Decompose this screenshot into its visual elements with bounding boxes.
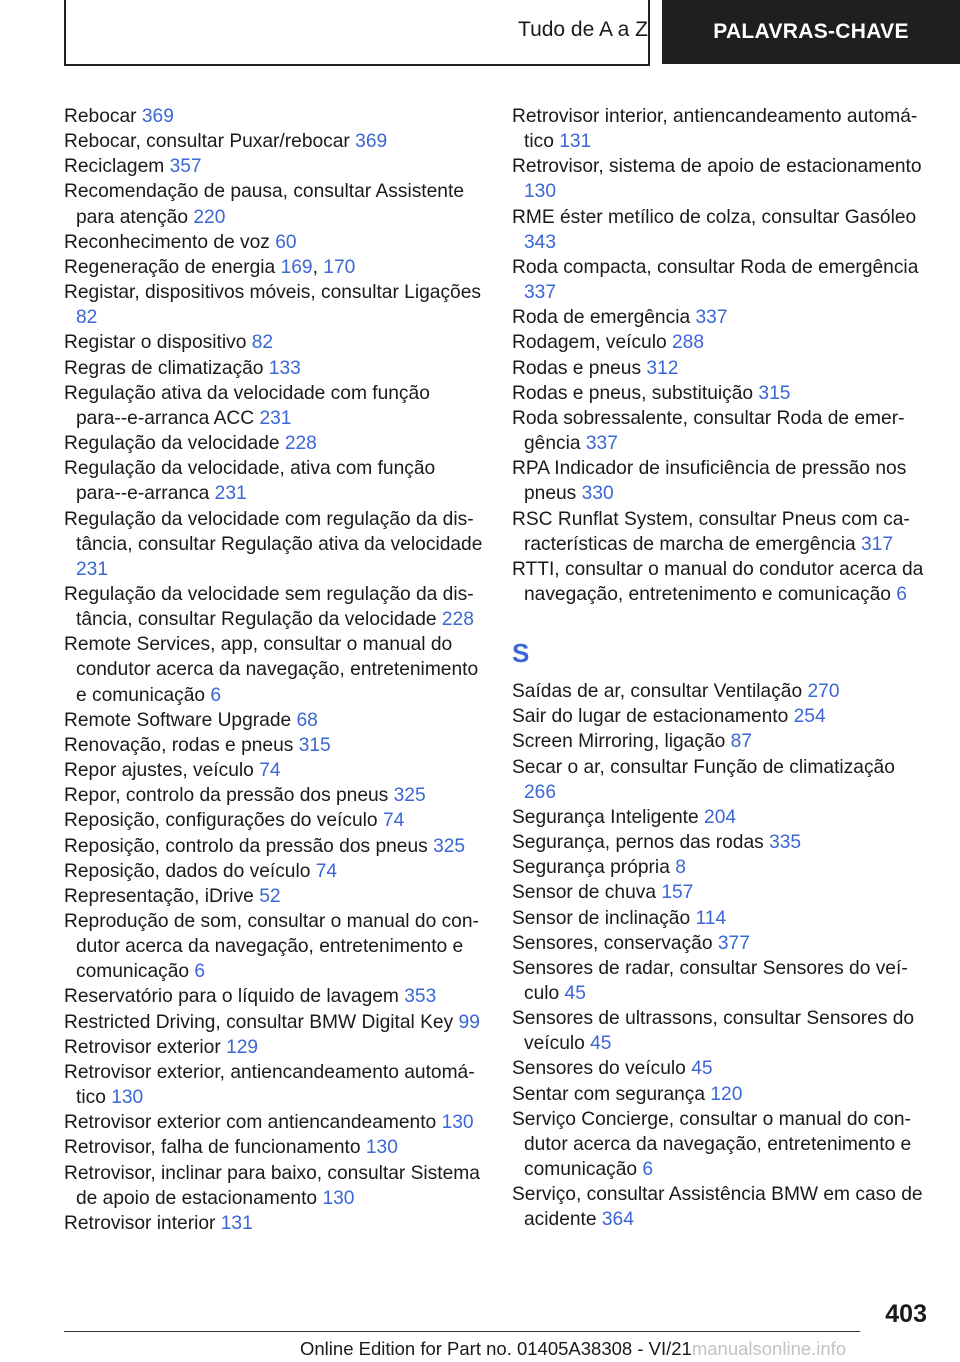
chapter-tab-label: PALAVRAS-CHAVE <box>713 20 909 43</box>
page-link[interactable]: 45 <box>564 983 586 1004</box>
index-entry <box>512 1056 932 1081</box>
page-link[interactable]: 6 <box>210 684 222 706</box>
page-link[interactable]: 330 <box>581 483 614 505</box>
index-entry <box>512 104 932 154</box>
page-link[interactable]: 364 <box>601 1209 634 1231</box>
index-entry <box>512 154 932 204</box>
index-entry <box>512 729 932 754</box>
index-entry-text: Sair do lugar de estacionamento <box>512 706 789 728</box>
index-entry <box>512 507 932 557</box>
index-entry <box>512 406 932 456</box>
index-entry-text: Rebocar, consultar Puxar/rebocar <box>64 131 350 153</box>
index-entry <box>512 557 932 607</box>
index-entry <box>64 1110 484 1135</box>
index-entry <box>512 906 932 931</box>
index-entry <box>64 834 484 859</box>
index-entry-text: Restricted Driving, consultar BMW Digital Key <box>64 1011 454 1033</box>
index-entry <box>512 704 932 729</box>
index-entry-text: RTTI, consultar o manual do condutor acerca da navegação, entretenimento e comunicação <box>512 558 924 605</box>
index-entry <box>512 830 932 855</box>
page-link[interactable]: 45 <box>590 1033 612 1055</box>
page-link[interactable]: 228 <box>441 609 474 631</box>
index-entry-text: Rebocar <box>64 106 137 127</box>
index-entry <box>512 931 932 956</box>
index-entry-text: Repor ajustes, veículo <box>64 760 254 782</box>
page-link[interactable]: 254 <box>793 706 826 728</box>
index-entry-text: Roda de emergência <box>512 307 691 329</box>
index-entry <box>64 179 484 229</box>
page-link[interactable]: 74 <box>382 810 405 832</box>
page-link[interactable]: 337 <box>585 433 618 455</box>
index-entry <box>64 456 484 506</box>
index-entry-text: Remote Services, app, consultar o manual do condutor acerca da navegação, entretenimento e comunicação <box>64 634 479 706</box>
index-entry <box>64 1060 484 1110</box>
index-entry <box>64 758 484 783</box>
index-entry <box>512 679 932 704</box>
index-entry <box>64 104 484 129</box>
page-link[interactable]: 129 <box>226 1036 259 1058</box>
page-link[interactable]: 130 <box>441 1112 474 1134</box>
index-entry <box>512 305 932 330</box>
page-link[interactable]: 68 <box>296 709 318 731</box>
page-link[interactable]: 270 <box>807 681 840 703</box>
index-entry-text: Registar, dispositivos móveis, consultar Ligações <box>64 282 481 304</box>
index-entry-text: RME éster metílico de colza, consultar Gasóleo <box>512 206 917 228</box>
index-entry-text: Remote Software Upgrade <box>64 709 292 731</box>
index-entry <box>512 381 932 406</box>
page-link[interactable]: 266 <box>524 781 557 803</box>
page-link[interactable]: 99 <box>458 1011 480 1033</box>
index-entry <box>64 1135 484 1160</box>
index-entry-text: Sensor de inclinação <box>512 907 691 929</box>
index-entry-text: Serviço Concierge, consultar o manual do condutor acerca da navegação, entretenimento e comunicação <box>512 1108 912 1181</box>
index-entry <box>64 230 484 255</box>
index-entry-text: Rodas e pneus <box>512 357 642 379</box>
index-entry <box>64 708 484 733</box>
page-link[interactable]: 130 <box>111 1087 144 1109</box>
index-entry <box>64 632 484 707</box>
page-link[interactable]: 87 <box>730 731 752 753</box>
index-entry <box>64 733 484 758</box>
index-entry-text: Retrovisor exterior, antiencandeamento automático <box>64 1061 475 1109</box>
index-entry <box>64 1211 484 1236</box>
index-entry-text: Retrovisor exterior <box>64 1036 221 1058</box>
index-entry-text: Sensores do veículo <box>512 1058 686 1080</box>
index-entry <box>512 880 932 905</box>
page-link[interactable]: 120 <box>710 1083 743 1105</box>
page-link[interactable]: 317 <box>861 533 894 555</box>
index-entry <box>512 755 932 805</box>
index-entry <box>64 909 484 984</box>
index-entry <box>512 855 932 880</box>
index-entry-text: Reconhecimento de voz <box>64 231 270 253</box>
index-entry <box>64 1161 484 1211</box>
index-entry <box>64 984 484 1009</box>
page-link[interactable]: 74 <box>315 860 338 882</box>
header-bottom-rule <box>64 64 650 66</box>
index-entry <box>64 129 484 154</box>
index-entry-text: Reciclagem <box>64 156 165 178</box>
page-link[interactable]: 130 <box>322 1187 355 1209</box>
index-entry-text: Screen Mirroring, ligação <box>512 731 726 753</box>
index-entry-text: Retrovisor, inclinar para baixo, consultar Sistema de apoio de estacionamento <box>64 1162 480 1209</box>
index-entry-text: Serviço, consultar Assistência BMW em caso de acidente <box>512 1184 923 1231</box>
index-entry-text: Segurança própria <box>512 857 670 879</box>
index-entry-text: Retrovisor, falha de funcionamento <box>64 1137 361 1159</box>
footer-watermark: manualsonline.info <box>691 1338 847 1359</box>
page-link[interactable]: 133 <box>268 357 301 379</box>
page-link[interactable]: 353 <box>404 986 437 1008</box>
index-entry-text: Representação, iDrive <box>64 885 254 907</box>
page-link[interactable]: 228 <box>284 433 317 455</box>
section-title: Tudo de A a Z <box>518 18 648 41</box>
index-entry-text: Regulação da velocidade com regulação da distância, consultar Regulação ativa da velocidade <box>64 508 483 555</box>
page-link[interactable]: 74 <box>259 760 281 782</box>
index-entry-text: Rodagem, veículo <box>512 332 667 354</box>
index-entry <box>64 280 484 330</box>
page-link[interactable]: 130 <box>524 181 557 203</box>
index-entry-text: RPA Indicador de insuficiência de pressão nos pneus <box>512 458 907 505</box>
index-entry <box>64 507 484 582</box>
index-entry-text: Recomendação de pausa, consultar Assistente para atenção <box>64 181 464 228</box>
index-entry <box>64 154 484 179</box>
index-entry-text: Sensor de chuva <box>512 882 656 904</box>
index-entry <box>64 808 484 833</box>
page-link[interactable]: 204 <box>704 806 737 828</box>
index-column-left <box>64 104 484 1236</box>
page-link[interactable]: 130 <box>365 1137 398 1159</box>
index-entry-text: Repor, controlo da pressão dos pneus <box>64 785 389 807</box>
index-entry <box>512 356 932 381</box>
index-entry-text: Saídas de ar, consultar Ventilação <box>512 681 803 703</box>
page-link[interactable]: 170 <box>323 256 356 278</box>
index-entry <box>512 1006 932 1056</box>
index-entry-text: Regulação ativa da velocidade com função para‑‑e-arranca ACC <box>64 382 430 429</box>
index-entry <box>512 255 932 305</box>
index-entry <box>512 805 932 830</box>
index-entry <box>512 330 932 355</box>
page-link[interactable]: 335 <box>769 832 802 854</box>
page-link[interactable]: 231 <box>214 483 247 505</box>
index-entry-text: Segurança, pernos das rodas <box>512 832 764 854</box>
index-entry-text: Roda compacta, consultar Roda de emergência <box>512 256 919 278</box>
page-link[interactable]: 357 <box>169 156 202 178</box>
footer <box>300 1338 920 1360</box>
index-entry-text: Regulação da velocidade sem regulação da distância, consultar Regulação da velocidade <box>64 583 474 631</box>
index-entry-text: Regulação da velocidade <box>64 433 280 455</box>
index-entry-text: Segurança Inteligente <box>512 806 699 828</box>
index-entry <box>512 456 932 506</box>
page-link[interactable]: 369 <box>141 106 174 127</box>
index-column-right <box>512 104 932 1233</box>
index-entry: Regeneração de energia 169, 170 <box>64 256 356 278</box>
index-entry-text: Reservatório para o líquido de lavagem <box>64 986 399 1008</box>
index-entry <box>512 205 932 255</box>
index-entry <box>64 783 484 808</box>
footer-edition: Online Edition for Part no. 01405A38308 - VI/21 <box>300 1338 692 1359</box>
page-link[interactable]: 231 <box>76 558 109 580</box>
index-entry <box>64 582 484 632</box>
index-entry-text: Sensores de radar, consultar Sensores do veículo <box>512 957 908 1004</box>
header-right-rule <box>648 0 650 66</box>
index-entry-text: Retrovisor, sistema de apoio de estacionamento <box>512 156 922 178</box>
page-link[interactable]: 131 <box>559 131 592 153</box>
index-entry-text: Secar o ar, consultar Função de climatização <box>512 756 895 778</box>
index-entry <box>64 1035 484 1060</box>
index-entry <box>64 1010 484 1035</box>
page-link[interactable]: 45 <box>691 1058 713 1080</box>
index-entry-text: Regras de climatização <box>64 357 264 379</box>
index-entry-text: Renovação, rodas e pneus <box>64 734 294 756</box>
index-entry-text: Reposição, dados do veículo <box>64 860 311 882</box>
page-link[interactable]: 337 <box>524 282 557 304</box>
index-entry-text: Reprodução de som, consultar o manual do condutor acerca da navegação, entretenimento e comunicação <box>64 911 479 983</box>
page-number: 403 <box>885 1300 927 1328</box>
page-link[interactable]: 82 <box>76 307 98 329</box>
page-link[interactable]: 6 <box>642 1159 654 1181</box>
index-entry-text: Regulação da velocidade, ativa com função para‑‑e-arranca <box>64 458 436 505</box>
header-left-rule <box>64 0 66 66</box>
page-link[interactable]: 131 <box>220 1212 253 1234</box>
page-link[interactable]: 315 <box>758 382 791 404</box>
index-entry-text: Retrovisor interior, antiencandeamento automático <box>512 106 918 153</box>
index-letter-heading: S <box>512 638 530 669</box>
page-link[interactable]: 114 <box>695 907 727 929</box>
page-link[interactable]: 60 <box>275 231 297 253</box>
page-link[interactable]: 52 <box>259 885 281 907</box>
page-link[interactable]: 6 <box>896 583 907 605</box>
index-entry-text: Registar o dispositivo <box>64 332 247 354</box>
page-link[interactable]: 8 <box>675 857 686 879</box>
index-entry <box>64 381 484 431</box>
page-link[interactable]: 325 <box>393 785 426 807</box>
index-entry-text: Reposição, configurações do veículo <box>64 810 378 832</box>
page-link[interactable]: 231 <box>259 407 292 429</box>
index-entry <box>64 884 484 909</box>
page-link[interactable]: 343 <box>524 231 557 253</box>
index-entry-text: Sentar com segurança <box>512 1083 706 1105</box>
index-entry-text: RSC Runflat System, consultar Pneus com características de marcha de emergência <box>512 508 910 555</box>
index-entry <box>512 1107 932 1182</box>
index-entry <box>64 859 484 884</box>
index-entry-text: Sensores, conservação <box>512 932 713 954</box>
index-entry <box>512 1082 932 1107</box>
index-entry-text: Retrovisor interior <box>64 1212 216 1234</box>
page-link[interactable]: 312 <box>646 357 679 379</box>
page-link[interactable]: 220 <box>193 206 226 228</box>
page-link[interactable]: 288 <box>672 332 705 354</box>
index-entry-text: Sensores de ultrassons, consultar Sensores do veículo <box>512 1008 915 1055</box>
page-link[interactable]: 337 <box>695 307 728 329</box>
page-link[interactable]: 157 <box>661 882 694 904</box>
page-link[interactable]: 169 <box>280 256 313 278</box>
index-entry-text: Reposição, controlo da pressão dos pneus <box>64 835 428 857</box>
index-entry <box>64 356 484 381</box>
page-link[interactable]: 82 <box>251 332 274 354</box>
index-entry <box>512 1182 932 1232</box>
footer-rule <box>64 1331 860 1332</box>
page-link[interactable]: 377 <box>717 932 750 954</box>
index-entry-text: Rodas e pneus, substituição <box>512 382 754 404</box>
index-entry <box>512 956 932 1006</box>
page-link[interactable]: 6 <box>194 961 206 983</box>
page-link[interactable]: 315 <box>298 734 331 756</box>
chapter-tab[interactable] <box>662 0 960 64</box>
index-entry <box>64 330 484 355</box>
index-entry-text: Regeneração de energia <box>64 256 276 278</box>
index-entry-text: Retrovisor exterior com antiencandeamento <box>64 1112 437 1134</box>
page-link[interactable]: 325 <box>433 835 466 857</box>
page-link[interactable]: 369 <box>355 131 388 153</box>
index-entry <box>64 431 484 456</box>
index-entry-text: Roda sobressalente, consultar Roda de emergência <box>512 407 905 455</box>
